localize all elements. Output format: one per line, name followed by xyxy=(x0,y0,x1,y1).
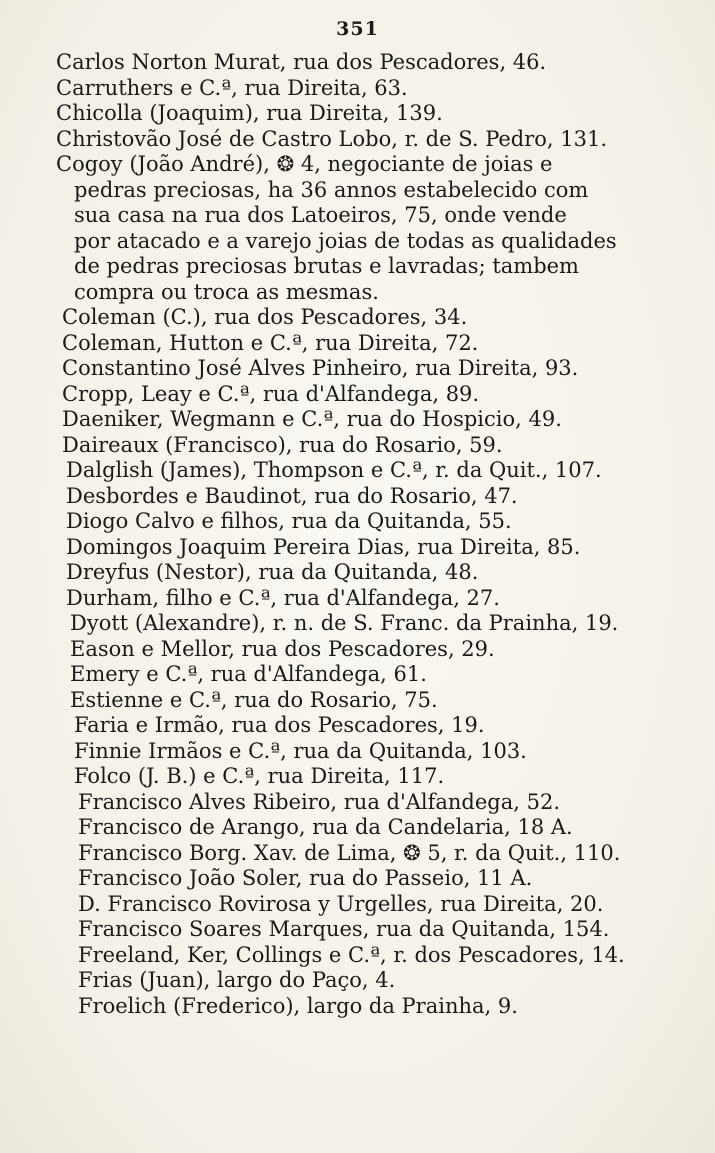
directory-entry: Christovão José de Castro Lobo, r. de S. Pedro, 131. xyxy=(56,126,608,151)
directory-entry: Francisco Alves Ribeiro, rua d'Alfandega, 52. xyxy=(78,789,561,814)
directory-entry: Domingos Joaquim Pereira Dias, rua Direita, 85. xyxy=(66,534,581,559)
entry-line: por atacado e a varejo joias de todas as qualidades xyxy=(74,228,617,253)
directory-entry: Constantino José Alves Pinheiro, rua Direita, 93. xyxy=(62,356,579,380)
entry-line: Cogoy (João André), ❂ 4, negociante de joias e xyxy=(56,152,553,176)
directory-entry: Dreyfus (Nestor), rua da Quitanda, 48. xyxy=(66,560,479,584)
directory-entry: Dalglish (James), Thompson e C.ª, r. da Quit., 107. xyxy=(66,458,602,482)
page-number: 351 xyxy=(336,18,379,40)
entry-line: pedras preciosas, ha 36 annos estabelecido com xyxy=(74,177,589,202)
directory-entry: Coleman (C.), rua dos Pescadores, 34. xyxy=(62,305,468,329)
directory-entry: Cropp, Leay e C.ª, rua d'Alfandega, 89. xyxy=(62,381,480,406)
directory-entry: Daeniker, Wegmann e C.ª, rua do Hospicio, 49. xyxy=(62,407,562,431)
directory-entry: Francisco João Soler, rua do Passeio, 11 A. xyxy=(78,866,533,890)
directory-entries xyxy=(56,50,666,1019)
directory-entry: Daireaux (Francisco), rua do Rosario, 59. xyxy=(62,432,503,457)
directory-entry: Freeland, Ker, Collings e C.ª, r. dos Pescadores, 14. xyxy=(78,942,625,967)
directory-entry: Dyott (Alexandre), r. n. de S. Franc. da Prainha, 19. xyxy=(70,611,619,635)
directory-entry-multiline xyxy=(56,152,666,305)
directory-entry: Durham, filho e C.ª, rua d'Alfandega, 27. xyxy=(66,585,500,610)
directory-entry: Carlos Norton Murat, rua dos Pescadores, 46. xyxy=(56,50,547,74)
directory-entry: Froelich (Frederico), largo da Prainha, 9. xyxy=(78,993,518,1018)
directory-entry: D. Francisco Rovirosa y Urgelles, rua Direita, 20. xyxy=(78,891,604,916)
directory-entry: Francisco Borg. Xav. de Lima, ❂ 5, r. da Quit., 110. xyxy=(78,840,621,865)
entry-line: compra ou troca as mesmas. xyxy=(74,279,379,304)
entry-line: de pedras preciosas brutas e lavradas; tambem xyxy=(74,254,579,278)
directory-entry: Desbordes e Baudinot, rua do Rosario, 47. xyxy=(66,483,518,508)
directory-entry: Francisco de Arango, rua da Candelaria, 18 A. xyxy=(78,815,573,839)
directory-entry: Emery e C.ª, rua d'Alfandega, 61. xyxy=(70,662,427,686)
directory-entry: Chicolla (Joaquim), rua Direita, 139. xyxy=(56,101,443,125)
directory-entry: Eason e Mellor, rua dos Pescadores, 29. xyxy=(70,636,495,661)
directory-entry: Frias (Juan), largo do Paço, 4. xyxy=(78,968,396,992)
entry-line: sua casa na rua dos Latoeiros, 75, onde vende xyxy=(74,203,567,227)
directory-entry: Folco (J. B.) e C.ª, rua Direita, 117. xyxy=(74,764,445,788)
directory-entry: Estienne e C.ª, rua do Rosario, 75. xyxy=(70,687,438,712)
directory-entry: Coleman, Hutton e C.ª, rua Direita, 72. xyxy=(62,330,479,355)
directory-entry: Francisco Soares Marques, rua da Quitanda, 154. xyxy=(78,917,610,941)
directory-entry: Faria e Irmão, rua dos Pescadores, 19. xyxy=(74,713,485,737)
directory-entry: Finnie Irmãos e C.ª, rua da Quitanda, 103. xyxy=(74,738,527,763)
directory-entry: Carruthers e C.ª, rua Direita, 63. xyxy=(56,75,408,100)
directory-entry: Diogo Calvo e filhos, rua da Quitanda, 55. xyxy=(66,509,512,533)
